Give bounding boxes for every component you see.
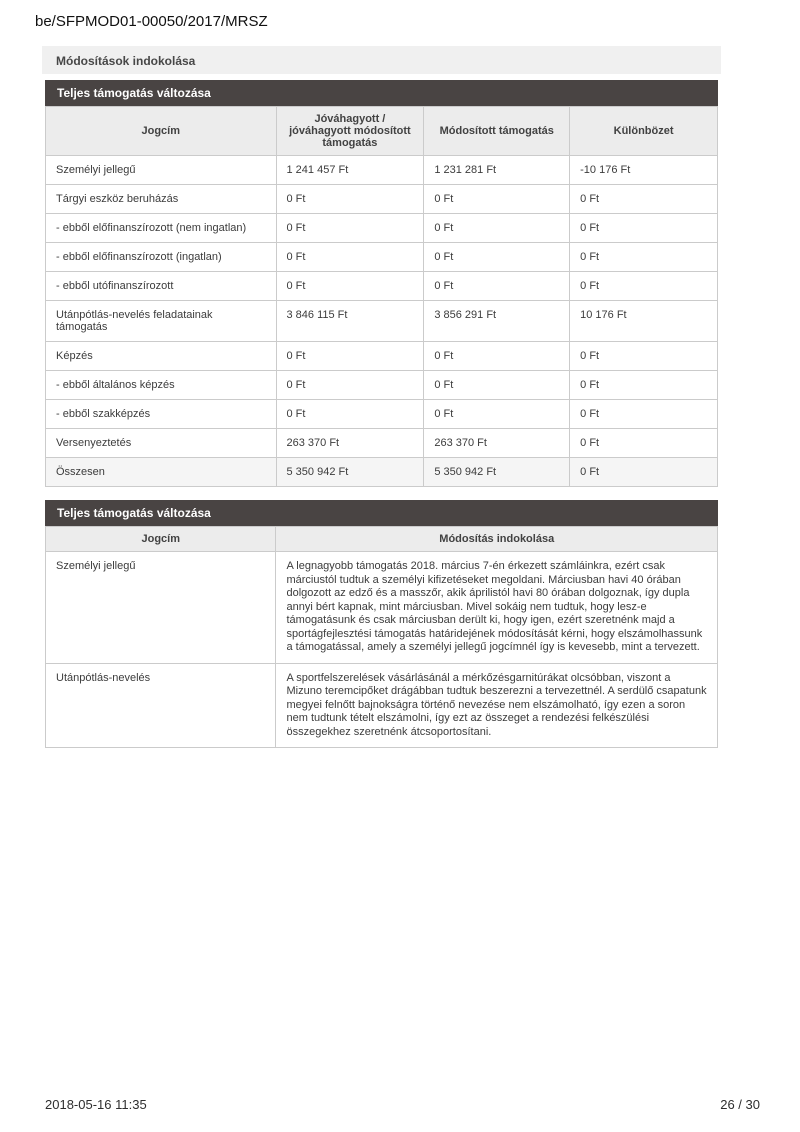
difference-value: 0 Ft <box>570 429 718 458</box>
table-row <box>46 272 718 301</box>
table-row <box>46 371 718 400</box>
table-row <box>46 400 718 429</box>
support-change-header-bar: Teljes támogatás változása <box>45 80 718 106</box>
approved-value: 0 Ft <box>276 214 424 243</box>
section-gap <box>42 487 721 500</box>
table-row <box>46 243 718 272</box>
support-table-header-row <box>46 107 718 156</box>
approved-value: 0 Ft <box>276 243 424 272</box>
row-label: Összesen <box>46 458 277 487</box>
modified-value: 0 Ft <box>424 243 570 272</box>
modified-value: 0 Ft <box>424 342 570 371</box>
difference-value: -10 176 Ft <box>570 156 718 185</box>
row-label: Személyi jellegű <box>46 552 276 664</box>
modified-value: 263 370 Ft <box>424 429 570 458</box>
approved-value: 3 846 115 Ft <box>276 301 424 342</box>
difference-value: 0 Ft <box>570 400 718 429</box>
difference-value: 0 Ft <box>570 243 718 272</box>
row-label: - ebből utófinanszírozott <box>46 272 277 301</box>
approved-value: 0 Ft <box>276 371 424 400</box>
table-row <box>46 214 718 243</box>
column-header-modified: Módosított támogatás <box>424 107 570 156</box>
footer-timestamp: 2018-05-16 11:35 <box>45 1097 147 1112</box>
row-label: - ebből általános képzés <box>46 371 277 400</box>
column-header-difference: Különbözet <box>570 107 718 156</box>
modified-value: 1 231 281 Ft <box>424 156 570 185</box>
justification-header-bar: Teljes támogatás változása <box>45 500 718 526</box>
section-header-modifications-justification: Módosítások indokolása <box>42 46 721 74</box>
row-label: Személyi jellegű <box>46 156 277 185</box>
footer-page-number: 26 / 30 <box>720 1097 760 1112</box>
row-label: Utánpótlás-nevelés <box>46 663 276 748</box>
justification-section <box>45 500 718 748</box>
support-change-table <box>45 106 718 487</box>
table-row <box>46 552 718 664</box>
approved-value: 5 350 942 Ft <box>276 458 424 487</box>
table-row <box>46 185 718 214</box>
row-label: Tárgyi eszköz beruházás <box>46 185 277 214</box>
difference-value: 0 Ft <box>570 272 718 301</box>
table-row-total <box>46 458 718 487</box>
modified-value: 5 350 942 Ft <box>424 458 570 487</box>
table-row <box>46 301 718 342</box>
difference-value: 10 176 Ft <box>570 301 718 342</box>
difference-value: 0 Ft <box>570 342 718 371</box>
table-row <box>46 342 718 371</box>
modified-value: 0 Ft <box>424 185 570 214</box>
row-label: Utánpótlás-nevelés feladatainak támogatás <box>46 301 277 342</box>
justification-table <box>45 526 718 748</box>
modified-value: 0 Ft <box>424 400 570 429</box>
column-header-jogcim: Jogcím <box>46 107 277 156</box>
table-row <box>46 429 718 458</box>
modified-value: 3 856 291 Ft <box>424 301 570 342</box>
row-label: - ebből szakképzés <box>46 400 277 429</box>
justification-text: A legnagyobb támogatás 2018. március 7-én érkezett számláinkra, ezért csak márciustól tudtuk a személyi kifizetéseket megoldani. Márciusban havi 40 órában dolgozott az edző és a masszőr, akik áprilistól havi 80 órában dolgoznak, így dupla annyi bért kapnak, mint márciusban. Mivel sokáig nem tudtuk, hogy lesz-e támogatásunk és csak márciusban derült ki, hogy igen, ezért szeretnénk majd a sportágfejlesztési támogatás határidejének módosítását kérni, hogy elszámolhassunk a támogatással, amely a személyi jellegű jogcímnél így is kevesebb, mint a tervezett. <box>276 552 718 664</box>
table-row <box>46 663 718 748</box>
approved-value: 0 Ft <box>276 342 424 371</box>
column-header-jogcim: Jogcím <box>46 527 276 552</box>
column-header-approved: Jóváhagyott / jóváhagyott módosított támogatás <box>276 107 424 156</box>
row-label: Képzés <box>46 342 277 371</box>
difference-value: 0 Ft <box>570 458 718 487</box>
table-row <box>46 156 718 185</box>
difference-value: 0 Ft <box>570 371 718 400</box>
column-header-justification: Módosítás indokolása <box>276 527 718 552</box>
row-label: - ebből előfinanszírozott (nem ingatlan) <box>46 214 277 243</box>
difference-value: 0 Ft <box>570 185 718 214</box>
approved-value: 0 Ft <box>276 272 424 301</box>
row-label: Versenyeztetés <box>46 429 277 458</box>
page-title: be/SFPMOD01-00050/2017/MRSZ <box>35 13 268 30</box>
justification-table-header-row <box>46 527 718 552</box>
approved-value: 0 Ft <box>276 185 424 214</box>
support-change-section <box>45 80 718 487</box>
modified-value: 0 Ft <box>424 371 570 400</box>
row-label: - ebből előfinanszírozott (ingatlan) <box>46 243 277 272</box>
difference-value: 0 Ft <box>570 214 718 243</box>
modified-value: 0 Ft <box>424 272 570 301</box>
approved-value: 0 Ft <box>276 400 424 429</box>
approved-value: 1 241 457 Ft <box>276 156 424 185</box>
modified-value: 0 Ft <box>424 214 570 243</box>
justification-text: A sportfelszerelések vásárlásánál a mérkőzésgarnitúrákat olcsóbban, viszont a Mizuno teremcipőket drágábban tudtuk beszerezni a tervezettnél. A serdülő csapatunk megyei felnőtt bajnokságra történő nevezése nem elszámolható, így ezen a soron nem tudtunk tételt elszámolni, így ezt az összeget a rendezési felkészülési összegekhez szeretnénk átcsoportosítani. <box>276 663 718 748</box>
approved-value: 263 370 Ft <box>276 429 424 458</box>
document-body <box>42 46 721 748</box>
